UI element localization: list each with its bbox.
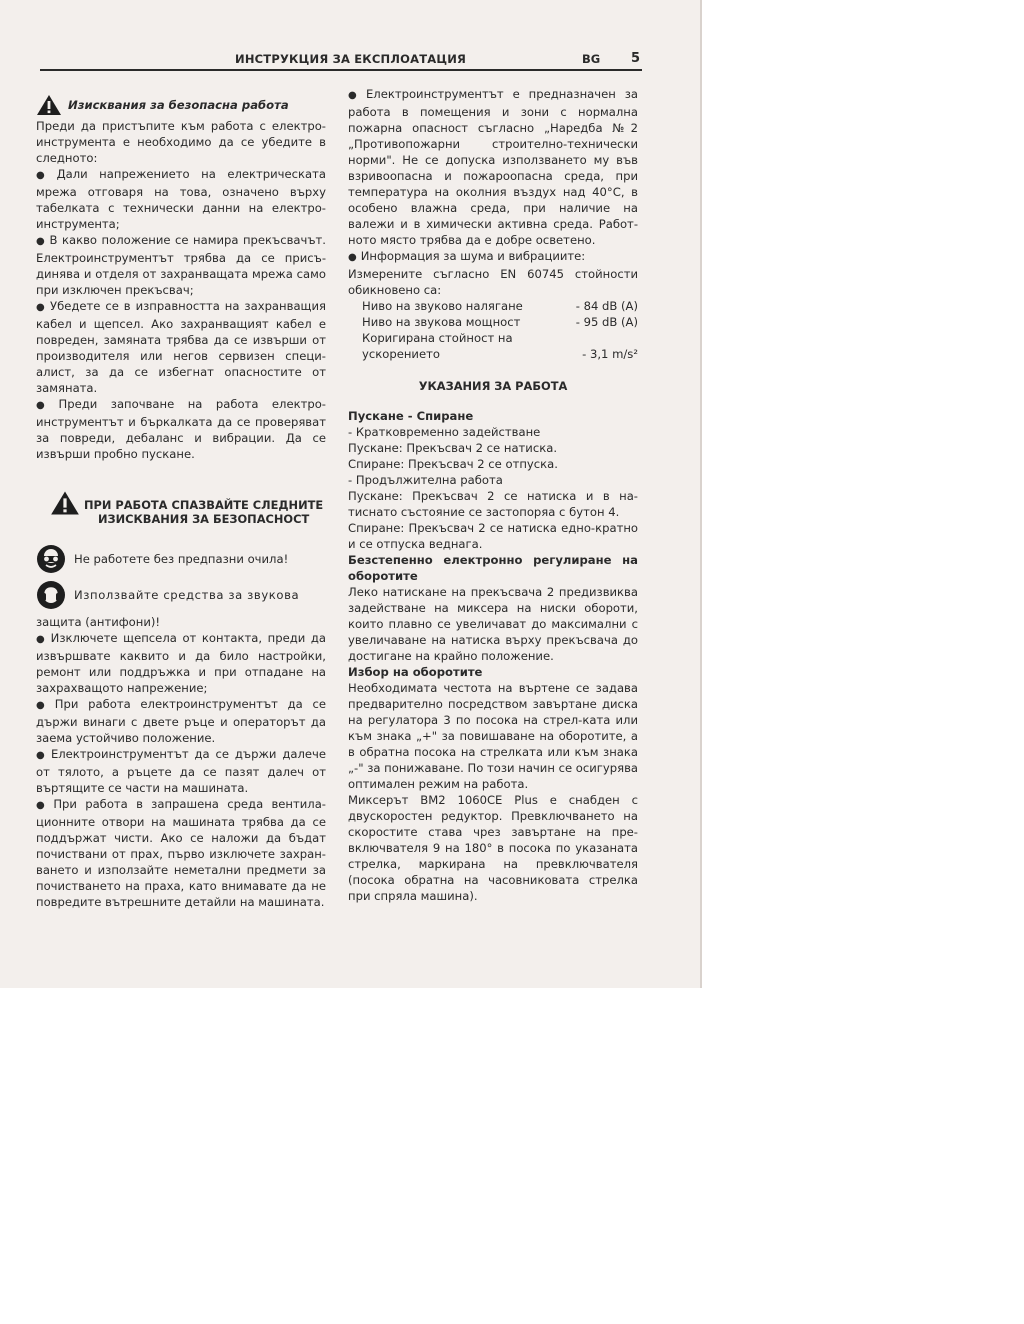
gearbox-text: Миксерът BM2 1060CE Plus е снабден с двускоростен редуктор. Превключването на скоростите става чрез завъртане на пре-включвателя 9 на 180° в посока по указаната стрелка, маркирана на превключвателя (посока обратна на часовниковата стрелка при спряла машина). xyxy=(348,793,638,903)
safety-item-unplug: ● Изключете щепсела от контакта, преди да извършвате каквито и да било настройки, ремонт или поддръжка и при отпадане на захрахващото напрежение; xyxy=(36,630,326,696)
warning-heading xyxy=(50,490,326,526)
warning-heading-line-1: ПРИ РАБОТА СПАЗВАЙТЕ СЛЕДНИТЕ xyxy=(84,498,324,512)
spec-label: Ниво на звукова мощност xyxy=(362,315,521,329)
safety-section-title xyxy=(36,94,326,116)
spec-value: - 84 dB (A) xyxy=(575,299,638,313)
safety-item-cable: ● Убедете се в изправността на захранващия кабел и щепсел. Ако захранващият кабел е повреден, замяната трябва да се извърши от производителя или негов сервизен специ-алист, за да се избегнат опасностите от замяната. xyxy=(36,298,326,396)
noise-info-title: ● Информация за шума и вибрациите: xyxy=(348,248,638,266)
spec-value: - 95 dB (A) xyxy=(575,315,638,329)
noise-measured-text: Измерените съгласно EN 60745 стойности обикновено са: xyxy=(348,267,638,297)
start-stop-line-5: Пускане: Прекъсвач 2 се натиска и в на-тиснато състояние се застопоряа с бутон 4. xyxy=(348,489,638,519)
start-stop-line-1: - Кратковременно задействане xyxy=(348,425,541,439)
safety-item-inspection: ● Преди започване на работа електро-инструментът и бъркалката да се проверяват за повреди, дебаланс и вибрации. Да се извърши пробно пускане. xyxy=(36,396,326,462)
safety-item-distance: ● Електроинструментът да се държи далече от тялото, а ръцете да се пазят далеч от въртящите се части на машината. xyxy=(36,746,326,796)
language-code: BG xyxy=(582,52,601,66)
ear-protection-warning xyxy=(36,580,326,610)
spec-row-sound-power xyxy=(348,314,638,330)
right-column xyxy=(348,86,638,904)
spec-label: ускорението xyxy=(362,347,440,361)
safety-goggles-icon xyxy=(36,544,66,574)
intended-use: ● Електроинструментът е предназначен за работа в помещения и зони с нормална пожарна опасност съгласно „Наредба №2 „Противопожарни строително-технически норми". Не се допуска използването му във взривоопасна и пожароопасна среда, при температура на околния въздух над 40°С, в особено влажна среда, при наличие на валежи и в химически активна среда. Работ-ното място трябва да е добре осветено. xyxy=(348,86,638,248)
header-rule xyxy=(40,69,642,71)
safety-item-two-hands: ● При работа електроинструментът да се държи винаги с двете ръце и операторът да заема устойчиво положение. xyxy=(36,696,326,746)
safety-title-text: Изисквания за безопасна работа xyxy=(68,98,289,112)
spec-label: Коригирана стойност на xyxy=(362,331,513,345)
ear-protection-text-2: защита (антифони)! xyxy=(36,615,161,629)
spec-row-acceleration-label xyxy=(348,330,638,346)
warning-triangle-icon xyxy=(36,94,62,116)
goggles-warning-text: Не работете без предпазни очила! xyxy=(74,552,289,566)
page-edge xyxy=(700,0,702,988)
spec-row-acceleration xyxy=(348,346,638,362)
work-instructions-title: УКАЗАНИЯ ЗА РАБОТА xyxy=(418,379,568,393)
ear-protection-icon xyxy=(36,580,66,610)
start-stop-line-2: Пускане: Прекъсвач 2 се натиска. xyxy=(348,441,558,455)
speed-regulation-title: Безстепенно електронно регулиране на оборотите xyxy=(348,553,638,583)
safety-item-switch: ● В какво положение се намира прекъсвачът. Електроинструментът трябва да се присъ-динява и отделя от захранващата мрежа само при изключен прекъсвач; xyxy=(36,232,326,298)
page-number: 5 xyxy=(631,51,641,66)
start-stop-line-4: - Продължителна работа xyxy=(348,473,503,487)
warning-triangle-icon xyxy=(50,490,80,516)
safety-intro: Преди да пристъпите към работа с електро-инструмента е необходимо да се убедите в следното: xyxy=(36,119,326,165)
start-stop-line-3: Спиране: Прекъсвач 2 се отпуска. xyxy=(348,457,558,471)
speed-selection-title: Избор на оборотите xyxy=(348,665,483,679)
start-stop-title: Пускане - Спиране xyxy=(348,409,474,423)
safety-item-dust: ● При работа в запрашена среда вентила-ционните отвори на машината трябва да се поддържат чисти. Ако се наложи да бъдат почиствани от прах, първо изключете захран-ването и използайте неметални предмети за почистването на праха, като внимавате да не повредите вътрешните детайли на машината. xyxy=(36,796,326,910)
warning-heading-text xyxy=(84,498,323,526)
page-header xyxy=(40,50,642,72)
safety-item-voltage: ● Дали напрежението на електрическата мрежа отговаря на това, означено върху табелката с технически данни на електро-инструмента; xyxy=(36,166,326,232)
speed-selection-text: Необходимата честота на въртене се задава предварително посредством завъртане диска на регулатора 3 по посока на стрел-ката или към знака „+" за повишаване на оборотите, а в обратна посока на стрелката или към знака „-" за понижаване. По този начин се осигурява оптимален режим на работа. xyxy=(348,681,639,791)
ear-protection-text-1: Използвайте средства за звукова xyxy=(74,588,300,602)
speed-regulation-text: Леко натискане на прекъсвача 2 предизвиква задействане на миксера на ниски обороти, които плавно се увеличават до максимални с увеличаване на натиска върху прекъсвача до достигане на крайно положение. xyxy=(348,585,638,663)
warning-heading-line-2: ИЗИСКВАНИЯ ЗА БЕЗОПАСНОСТ xyxy=(97,512,310,526)
goggles-warning xyxy=(36,544,326,574)
spec-row-sound-pressure xyxy=(348,298,638,314)
spec-value: - 3,1 m/s² xyxy=(582,347,638,361)
spec-label: Ниво на звуково налягане xyxy=(362,299,523,313)
left-column xyxy=(36,94,326,910)
header-title: ИНСТРУКЦИЯ ЗА ЕКСПЛОАТАЦИЯ xyxy=(235,52,467,66)
start-stop-line-6: Спиране: Прекъсвач 2 се натиска едно-кратно и се отпуска веднага. xyxy=(348,521,638,551)
